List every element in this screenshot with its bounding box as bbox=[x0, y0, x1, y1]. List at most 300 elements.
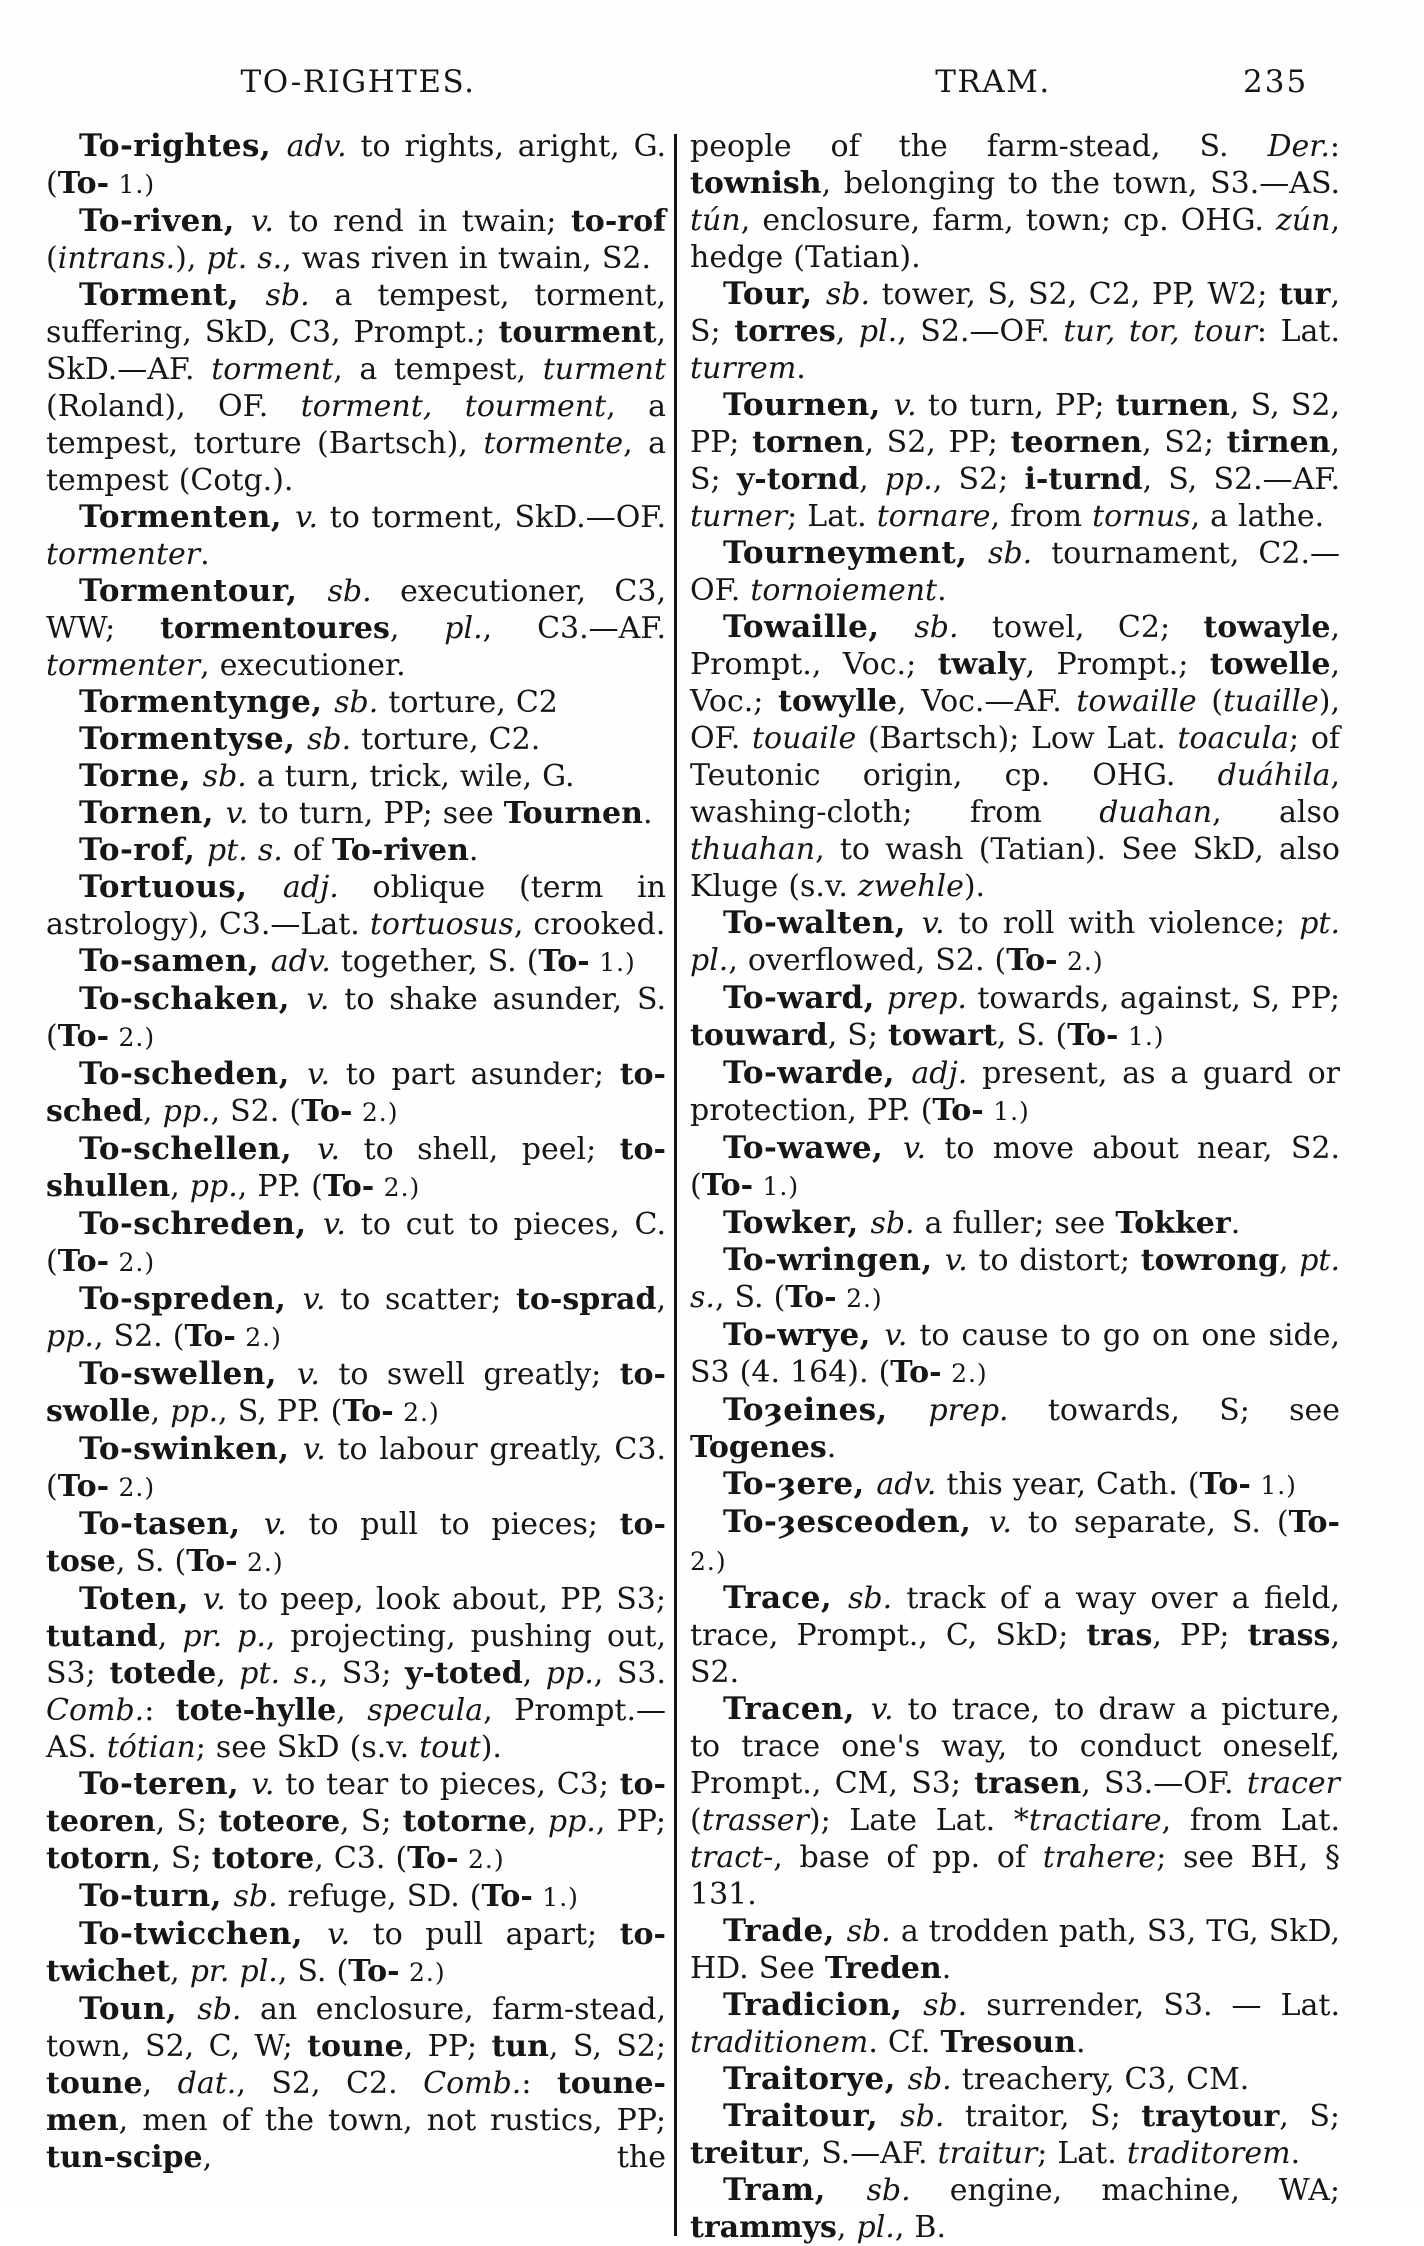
entry-text: zún bbox=[1276, 203, 1331, 238]
dictionary-entry bbox=[690, 1242, 1340, 1317]
entry-text: twaly bbox=[937, 647, 1026, 682]
entry-text: , S, PP. ( bbox=[218, 1394, 343, 1429]
entry-text: traditionem bbox=[690, 2025, 869, 2060]
entry-text: v. bbox=[297, 1357, 339, 1392]
entry-text: , bbox=[336, 1693, 368, 1728]
entry-text: tormenter bbox=[46, 537, 201, 572]
entry-text: ( bbox=[1196, 684, 1223, 719]
entry-text: toune bbox=[46, 2066, 143, 2101]
entry-text: to roll with violence; bbox=[958, 906, 1300, 941]
entry-text: to-sched bbox=[46, 1057, 667, 1129]
entry-text: 2.) bbox=[836, 1284, 883, 1313]
headword: To-warde, bbox=[723, 1055, 912, 1091]
dictionary-entry bbox=[46, 795, 666, 832]
entry-text: to-swolle bbox=[46, 1357, 666, 1429]
entry-text: tur bbox=[1278, 277, 1331, 312]
entry-text: To- bbox=[701, 1168, 754, 1203]
entry-text: Tresoun bbox=[940, 2025, 1077, 2060]
entry-text: ). bbox=[963, 869, 986, 904]
entry-text: engine, machine, WA; bbox=[949, 2173, 1340, 2208]
entry-text: treachery, C3, CM. bbox=[961, 2062, 1250, 2097]
entry-text: v. bbox=[317, 1132, 364, 1167]
entry-text: , S2, C2. bbox=[236, 2066, 424, 2101]
dictionary-entry bbox=[46, 758, 666, 795]
entry-text: sb. bbox=[233, 1879, 288, 1914]
entry-text: 2.) bbox=[374, 1173, 421, 1202]
entry-text: (Bartsch); Low Lat. bbox=[856, 721, 1178, 756]
dictionary-entry bbox=[46, 832, 666, 869]
entry-text: , S; bbox=[690, 425, 1340, 497]
entry-text: sb. bbox=[306, 722, 362, 757]
headword: Tracen, bbox=[723, 1691, 871, 1727]
entry-text: To- bbox=[301, 1094, 353, 1129]
entry-text: , a tempest, bbox=[333, 352, 543, 387]
entry-text: tout bbox=[419, 1730, 481, 1765]
entry-text: To- bbox=[57, 1019, 110, 1054]
entry-text: to rights, aright, G. ( bbox=[46, 129, 667, 201]
entry-text: to peep, look about, PP, S3; bbox=[237, 1582, 666, 1617]
entry-text: 1.) bbox=[1250, 1471, 1297, 1500]
entry-text: Comb. bbox=[46, 1693, 145, 1728]
entry-text: pp. bbox=[545, 1656, 594, 1691]
dictionary-entry bbox=[46, 573, 666, 684]
entry-text: traditorem bbox=[1126, 2136, 1291, 2171]
entry-text: . bbox=[468, 833, 479, 868]
dictionary-entry bbox=[46, 1878, 666, 1916]
entry-text: , S; bbox=[151, 1841, 212, 1876]
headword: Traitour, bbox=[723, 2098, 901, 2134]
entry-text: v. bbox=[307, 1057, 346, 1092]
entry-text: tún bbox=[690, 203, 741, 238]
entry-text: To- bbox=[186, 1544, 238, 1579]
entry-text: , bbox=[835, 314, 859, 349]
entry-text: : bbox=[144, 1693, 176, 1728]
headword: To-wawe, bbox=[723, 1130, 904, 1166]
headword: To-schaken, bbox=[79, 981, 307, 1017]
entry-text: v. bbox=[988, 1505, 1028, 1540]
dictionary-entry bbox=[690, 276, 1340, 387]
entry-text: trasen bbox=[974, 1766, 1082, 1801]
entry-text: pp. bbox=[884, 462, 933, 497]
entry-text: , S2, PP; bbox=[864, 425, 1011, 460]
dictionary-entry bbox=[690, 1392, 1340, 1466]
entry-text: pl. bbox=[444, 611, 483, 646]
entry-text: sb. bbox=[907, 2062, 962, 2097]
headword: To-riven, bbox=[79, 203, 252, 239]
dictionary-entry bbox=[46, 203, 666, 277]
entry-text: a turn, trick, wile, G. bbox=[256, 759, 575, 794]
entry-text: , was riven in twain, S2. bbox=[282, 241, 652, 276]
entry-text: To- bbox=[342, 1394, 394, 1429]
entry-text: ), OF. bbox=[690, 684, 1340, 756]
entry-text: , bbox=[216, 1656, 240, 1691]
entry-text: . bbox=[642, 796, 653, 831]
entry-text: pp. bbox=[170, 1394, 219, 1429]
entry-text: tortuosus bbox=[369, 907, 514, 942]
entry-text: torment, tourment bbox=[300, 389, 607, 424]
headword: To-walten, bbox=[723, 905, 922, 941]
entry-text: , bbox=[170, 1954, 190, 1989]
entry-text: traitur bbox=[937, 2136, 1038, 2171]
entry-text: touaile bbox=[751, 721, 857, 756]
headword: Toten, bbox=[79, 1581, 203, 1617]
entry-text: ), bbox=[175, 241, 207, 276]
entry-text: towrong bbox=[1140, 1243, 1279, 1278]
entry-text: sb. bbox=[900, 2099, 965, 2134]
headword: Trade, bbox=[723, 1913, 847, 1949]
dictionary-entry bbox=[690, 980, 1340, 1055]
entry-text: sb. bbox=[334, 685, 389, 720]
entry-text: towards, against, S, PP; bbox=[977, 981, 1341, 1016]
left-column bbox=[46, 128, 666, 2246]
entry-text: to tear to pieces, C3; bbox=[285, 1767, 620, 1802]
entry-text: to swell greatly; bbox=[338, 1357, 620, 1392]
entry-text: ; Lat. bbox=[1037, 2136, 1127, 2171]
entry-text: v. bbox=[225, 796, 259, 831]
entry-text: executioner, C3, WW; bbox=[46, 574, 666, 646]
entry-text: tormenter bbox=[46, 648, 201, 683]
running-header bbox=[0, 64, 1424, 108]
entry-text: , a tempest (Cotg.). bbox=[46, 426, 666, 498]
page-number: 235 bbox=[1243, 64, 1309, 100]
entry-text: , C3. ( bbox=[314, 1841, 408, 1876]
entry-text: , S; bbox=[340, 1804, 403, 1839]
entry-text: , to wash (Tatian). See SkD, also Kluge (s.v. bbox=[690, 832, 1340, 904]
header-keyword-left: TO-RIGHTES. bbox=[240, 64, 476, 100]
entry-text: ( bbox=[690, 1803, 702, 1838]
entry-text: , S2. ( bbox=[93, 1319, 185, 1354]
entry-text: pp. bbox=[46, 1319, 94, 1354]
entry-text: sb. bbox=[870, 1206, 925, 1241]
entry-text: , S. ( bbox=[996, 1018, 1068, 1053]
entry-text: this year, Cath. ( bbox=[946, 1467, 1200, 1502]
entry-text: ; of Teutonic origin, cp. OHG. bbox=[690, 721, 1341, 793]
dictionary-entry bbox=[46, 684, 666, 721]
entry-text: sb. bbox=[825, 277, 882, 312]
entry-text: To- bbox=[1199, 1467, 1251, 1502]
entry-text: , S, S2.—AF. bbox=[1142, 462, 1340, 497]
entry-text: , S; bbox=[690, 277, 1341, 349]
dictionary-entry bbox=[46, 981, 666, 1056]
headword: Tornen, bbox=[79, 795, 226, 831]
entry-text: tornus bbox=[1092, 499, 1191, 534]
entry-text: . bbox=[796, 351, 806, 386]
entry-text: . Cf. bbox=[868, 2025, 941, 2060]
dictionary-entry bbox=[690, 1317, 1340, 1392]
entry-text: , S. ( bbox=[277, 1954, 349, 1989]
entry-text: to trace, to draw a picture, to trace one's way, to conduct oneself, Prompt., CM, S3; bbox=[690, 1692, 1340, 1801]
entry-text: toune bbox=[307, 2029, 404, 2064]
entry-text: To- bbox=[481, 1879, 533, 1914]
headword: Towaille, bbox=[723, 609, 915, 645]
headword: Tournen, bbox=[723, 387, 894, 423]
entry-text: v. bbox=[263, 1507, 309, 1542]
entry-text: sb. bbox=[265, 278, 335, 313]
dictionary-entry bbox=[690, 387, 1340, 535]
entry-text: v. bbox=[202, 1582, 238, 1617]
headword: Tram, bbox=[723, 2172, 867, 2208]
headword: To-teren, bbox=[79, 1766, 252, 1802]
entry-text: , bbox=[142, 2066, 178, 2101]
entry-text: , S; bbox=[827, 1018, 889, 1053]
entry-text: . bbox=[1230, 1206, 1241, 1241]
entry-text: pp. bbox=[547, 1804, 596, 1839]
entry-text: pp. bbox=[162, 1094, 211, 1129]
entry-text: pr. pl. bbox=[189, 1954, 278, 1989]
entry-text: to-twichet bbox=[46, 1917, 666, 1989]
entry-continuation bbox=[690, 128, 1340, 276]
entry-text: v. bbox=[944, 1243, 979, 1278]
dictionary-entry bbox=[46, 128, 666, 203]
entry-text: pl. bbox=[856, 2210, 895, 2245]
dictionary-entry bbox=[690, 905, 1340, 980]
entry-text: traitor, S; bbox=[964, 2099, 1142, 2134]
dictionary-entry bbox=[690, 1580, 1340, 1691]
entry-text: thuahan bbox=[690, 832, 816, 867]
entry-text: , bbox=[150, 1394, 171, 1429]
entry-text: To- bbox=[348, 1954, 400, 1989]
entry-text: To- bbox=[538, 944, 590, 979]
entry-text: Comb. bbox=[423, 2066, 522, 2101]
entry-text: tun-scipe bbox=[46, 2140, 203, 2175]
entry-text: to pull to pieces; bbox=[308, 1507, 620, 1542]
entry-text: to cause to go on one side, S3 (4. 164). ( bbox=[690, 1318, 1340, 1390]
entry-text: traytour bbox=[1141, 2099, 1280, 2134]
dictionary-entry bbox=[46, 1991, 666, 2176]
entry-text: 1.) bbox=[109, 170, 156, 199]
entry-text: . bbox=[1290, 2136, 1301, 2171]
entry-text: tótian bbox=[106, 1730, 196, 1765]
entry-text: v. bbox=[251, 204, 289, 239]
entry-text: To- bbox=[932, 1093, 984, 1128]
entry-text: , bbox=[527, 1804, 548, 1839]
entry-text: , from bbox=[990, 499, 1093, 534]
entry-text: tourment bbox=[498, 315, 657, 350]
entry-text: sb. bbox=[988, 536, 1052, 571]
entry-text: 2.) bbox=[690, 1547, 727, 1576]
entry-text: , C3.—AF. bbox=[482, 611, 666, 646]
entry-text: , S3. bbox=[593, 1656, 667, 1691]
entry-text: y-toted bbox=[405, 1656, 523, 1691]
entry-text: towylle bbox=[778, 684, 898, 719]
entry-text: duahan bbox=[1099, 795, 1213, 830]
entry-text: , B. bbox=[894, 2210, 946, 2245]
entry-text: v. bbox=[903, 1131, 945, 1166]
entry-text: ). bbox=[480, 1730, 502, 1765]
entry-text: v. bbox=[251, 1767, 286, 1802]
entry-text: tormentoures bbox=[160, 611, 390, 646]
dictionary-entry bbox=[690, 2172, 1340, 2246]
headword: Tortuous, bbox=[79, 869, 283, 905]
entry-text: towaille bbox=[1076, 684, 1197, 719]
entry-text: To- bbox=[407, 1841, 459, 1876]
entry-text: ; Lat. bbox=[787, 499, 877, 534]
headword: To-ȝesceoden, bbox=[723, 1504, 989, 1540]
entry-text: , crooked. bbox=[513, 907, 666, 942]
headword: Toun, bbox=[79, 1991, 198, 2027]
entry-text: to-rof bbox=[570, 204, 666, 239]
entry-text: , hedge (Tatian). bbox=[690, 203, 1340, 275]
dictionary-entry bbox=[690, 1913, 1340, 1987]
entry-text: an enclosure, farm-stead, town, S2, C, W; bbox=[46, 1992, 666, 2064]
entry-text: sb. bbox=[914, 610, 992, 645]
entry-text: torture, C2 bbox=[388, 685, 558, 720]
entry-text: , S, S2, PP; bbox=[690, 388, 1341, 460]
entry-text: sb. bbox=[866, 2173, 950, 2208]
dictionary-entry bbox=[690, 1130, 1340, 1205]
entry-text: tote-hylle bbox=[175, 1693, 337, 1728]
entry-text: 2.) bbox=[941, 1359, 988, 1388]
entry-text: To- bbox=[1288, 1505, 1340, 1540]
entry-text: , Voc.; bbox=[690, 647, 1341, 719]
entry-text: track of a way over a field, trace, Prompt., C, SkD; bbox=[690, 1581, 1340, 1653]
entry-text: i-turnd bbox=[1024, 462, 1143, 497]
entry-text: , PP. ( bbox=[237, 1169, 323, 1204]
dictionary-entry bbox=[46, 943, 666, 981]
entry-text: , also bbox=[1212, 795, 1340, 830]
headword: Tourneyment, bbox=[723, 535, 989, 571]
entry-text: y-tornd bbox=[736, 462, 860, 497]
entry-text: towayle bbox=[1203, 610, 1331, 645]
entry-text: towel, C2; bbox=[991, 610, 1204, 645]
entry-text: , Prompt.; bbox=[1025, 647, 1210, 682]
entry-text: 2.) bbox=[237, 1548, 284, 1577]
entry-text: pl. bbox=[858, 314, 898, 349]
entry-text: tract- bbox=[690, 1840, 774, 1875]
entry-text: sb. bbox=[846, 1914, 901, 1949]
entry-text: . bbox=[937, 573, 947, 608]
headword: To-wringen, bbox=[723, 1242, 945, 1278]
entry-text: ; see BH, § 131. bbox=[690, 1840, 1340, 1912]
entry-text: totore bbox=[211, 1841, 315, 1876]
entry-text: adv. bbox=[270, 944, 341, 979]
entry-text: to turn, PP; see bbox=[258, 796, 504, 831]
entry-text: sb. bbox=[847, 1581, 907, 1616]
entry-text: pt. s. bbox=[207, 833, 293, 868]
entry-text: pt. s. bbox=[206, 241, 283, 276]
entry-text: v. bbox=[302, 1432, 338, 1467]
entry-text: tornare bbox=[876, 499, 991, 534]
entry-text: , bbox=[170, 1169, 190, 1204]
entry-text: 1.) bbox=[1118, 1022, 1165, 1051]
entry-text: dat. bbox=[177, 2066, 237, 2101]
headword: To-schellen, bbox=[79, 1131, 318, 1167]
headword: Trace, bbox=[723, 1580, 848, 1616]
entry-text: to-sprad bbox=[516, 1282, 657, 1317]
entry-text: , enclosure, farm, town; cp. OHG. bbox=[740, 203, 1276, 238]
entry-text: to rend in twain; bbox=[288, 204, 571, 239]
entry-text: , base of pp. of bbox=[773, 1840, 1043, 1875]
dictionary-entry bbox=[690, 1466, 1340, 1504]
entry-text: , projecting, pushing out, S3; bbox=[46, 1619, 666, 1691]
entry-text: to shake asunder, S. ( bbox=[46, 982, 666, 1054]
entry-text: 2.) bbox=[1057, 947, 1104, 976]
entry-text: present, as a guard or protection, PP. ( bbox=[690, 1056, 1341, 1128]
entry-text: sb. bbox=[197, 1992, 261, 2027]
entry-text: , PP; bbox=[1152, 1618, 1248, 1653]
headword: Tormenten, bbox=[79, 499, 296, 535]
entry-text: a tempest, torment, suffering, SkD, C3, Prompt.; bbox=[46, 278, 666, 350]
entry-text: , bbox=[389, 611, 445, 646]
entry-text: pr. p. bbox=[182, 1619, 266, 1654]
entry-text: . bbox=[200, 537, 210, 572]
entry-text: trahere bbox=[1042, 1840, 1157, 1875]
entry-text: v. bbox=[870, 1692, 908, 1727]
dictionary-entry bbox=[46, 1131, 666, 1206]
entry-text: specula bbox=[367, 1693, 484, 1728]
headword: To-ȝere, bbox=[723, 1466, 877, 1502]
dictionary-entry bbox=[46, 277, 666, 499]
entry-text: tournament, C2.—OF. bbox=[690, 536, 1340, 608]
entry-text: to distort; bbox=[978, 1243, 1141, 1278]
entry-text: (Roland), OF. bbox=[46, 389, 301, 424]
entry-text: , PP; bbox=[403, 2029, 492, 2064]
entry-text: , S3; bbox=[318, 1656, 405, 1691]
entry-text: pt. s. bbox=[690, 1243, 1340, 1315]
entry-text: intrans. bbox=[57, 241, 176, 276]
entry-text: , from Lat. bbox=[1161, 1803, 1340, 1838]
entry-text: v. bbox=[295, 500, 330, 535]
entry-text: tornen bbox=[752, 425, 865, 460]
entry-text: , S. ( bbox=[714, 1280, 786, 1315]
dictionary-entry bbox=[46, 1206, 666, 1281]
entry-text: , S. ( bbox=[115, 1544, 187, 1579]
column-divider bbox=[674, 134, 677, 2236]
headword: To-spreden, bbox=[79, 1281, 303, 1317]
entry-text: toteore bbox=[218, 1804, 341, 1839]
entry-text: v. bbox=[302, 1282, 341, 1317]
dictionary-entry bbox=[690, 535, 1340, 609]
header-keyword-right: TRAM. bbox=[935, 64, 1051, 100]
headword: Tormentyse, bbox=[79, 721, 307, 757]
entry-text: , S3.—OF. bbox=[1081, 1766, 1247, 1801]
dictionary-entry bbox=[690, 2061, 1340, 2098]
dictionary-entry bbox=[690, 1055, 1340, 1130]
entry-text: toacula bbox=[1177, 721, 1290, 756]
dictionary-entry bbox=[690, 1504, 1340, 1580]
entry-text: To- bbox=[890, 1355, 942, 1390]
entry-text: Togenes bbox=[690, 1430, 827, 1465]
entry-text: pt. pl. bbox=[690, 906, 1340, 978]
entry-text: To- bbox=[1067, 1018, 1119, 1053]
entry-text: towelle bbox=[1209, 647, 1331, 682]
entry-text: To- bbox=[1006, 943, 1058, 978]
entry-text: to torment, SkD.—OF. bbox=[329, 500, 666, 535]
entry-text: tras bbox=[1086, 1618, 1153, 1653]
entry-text: sb. bbox=[202, 759, 257, 794]
entry-text: trasser bbox=[701, 1803, 809, 1838]
dictionary-entry bbox=[46, 1581, 666, 1766]
entry-text: adj. bbox=[282, 870, 373, 905]
entry-text: To- bbox=[322, 1169, 375, 1204]
entry-text: surrender, S3. — Lat. bbox=[986, 1988, 1340, 2023]
entry-text: teornen bbox=[1010, 425, 1143, 460]
entry-text: , bbox=[656, 1282, 666, 1317]
entry-text: to scatter; bbox=[340, 1282, 517, 1317]
entry-text: To- bbox=[184, 1319, 236, 1354]
entry-text: , a tempest, torture (Bartsch), bbox=[46, 389, 666, 461]
entry-text: ( bbox=[46, 241, 58, 276]
entry-text: , the bbox=[202, 2140, 666, 2175]
dictionary-entry bbox=[690, 2098, 1340, 2172]
entry-text: torres bbox=[734, 314, 836, 349]
entry-text: pt. s. bbox=[239, 1656, 319, 1691]
entry-text: , S, S2; bbox=[548, 2029, 666, 2064]
headword: To-turn, bbox=[79, 1878, 234, 1914]
headword: To-swellen, bbox=[79, 1356, 298, 1392]
entry-text: tur, tor, tour bbox=[1063, 314, 1257, 349]
entry-text: . bbox=[941, 1951, 952, 1986]
